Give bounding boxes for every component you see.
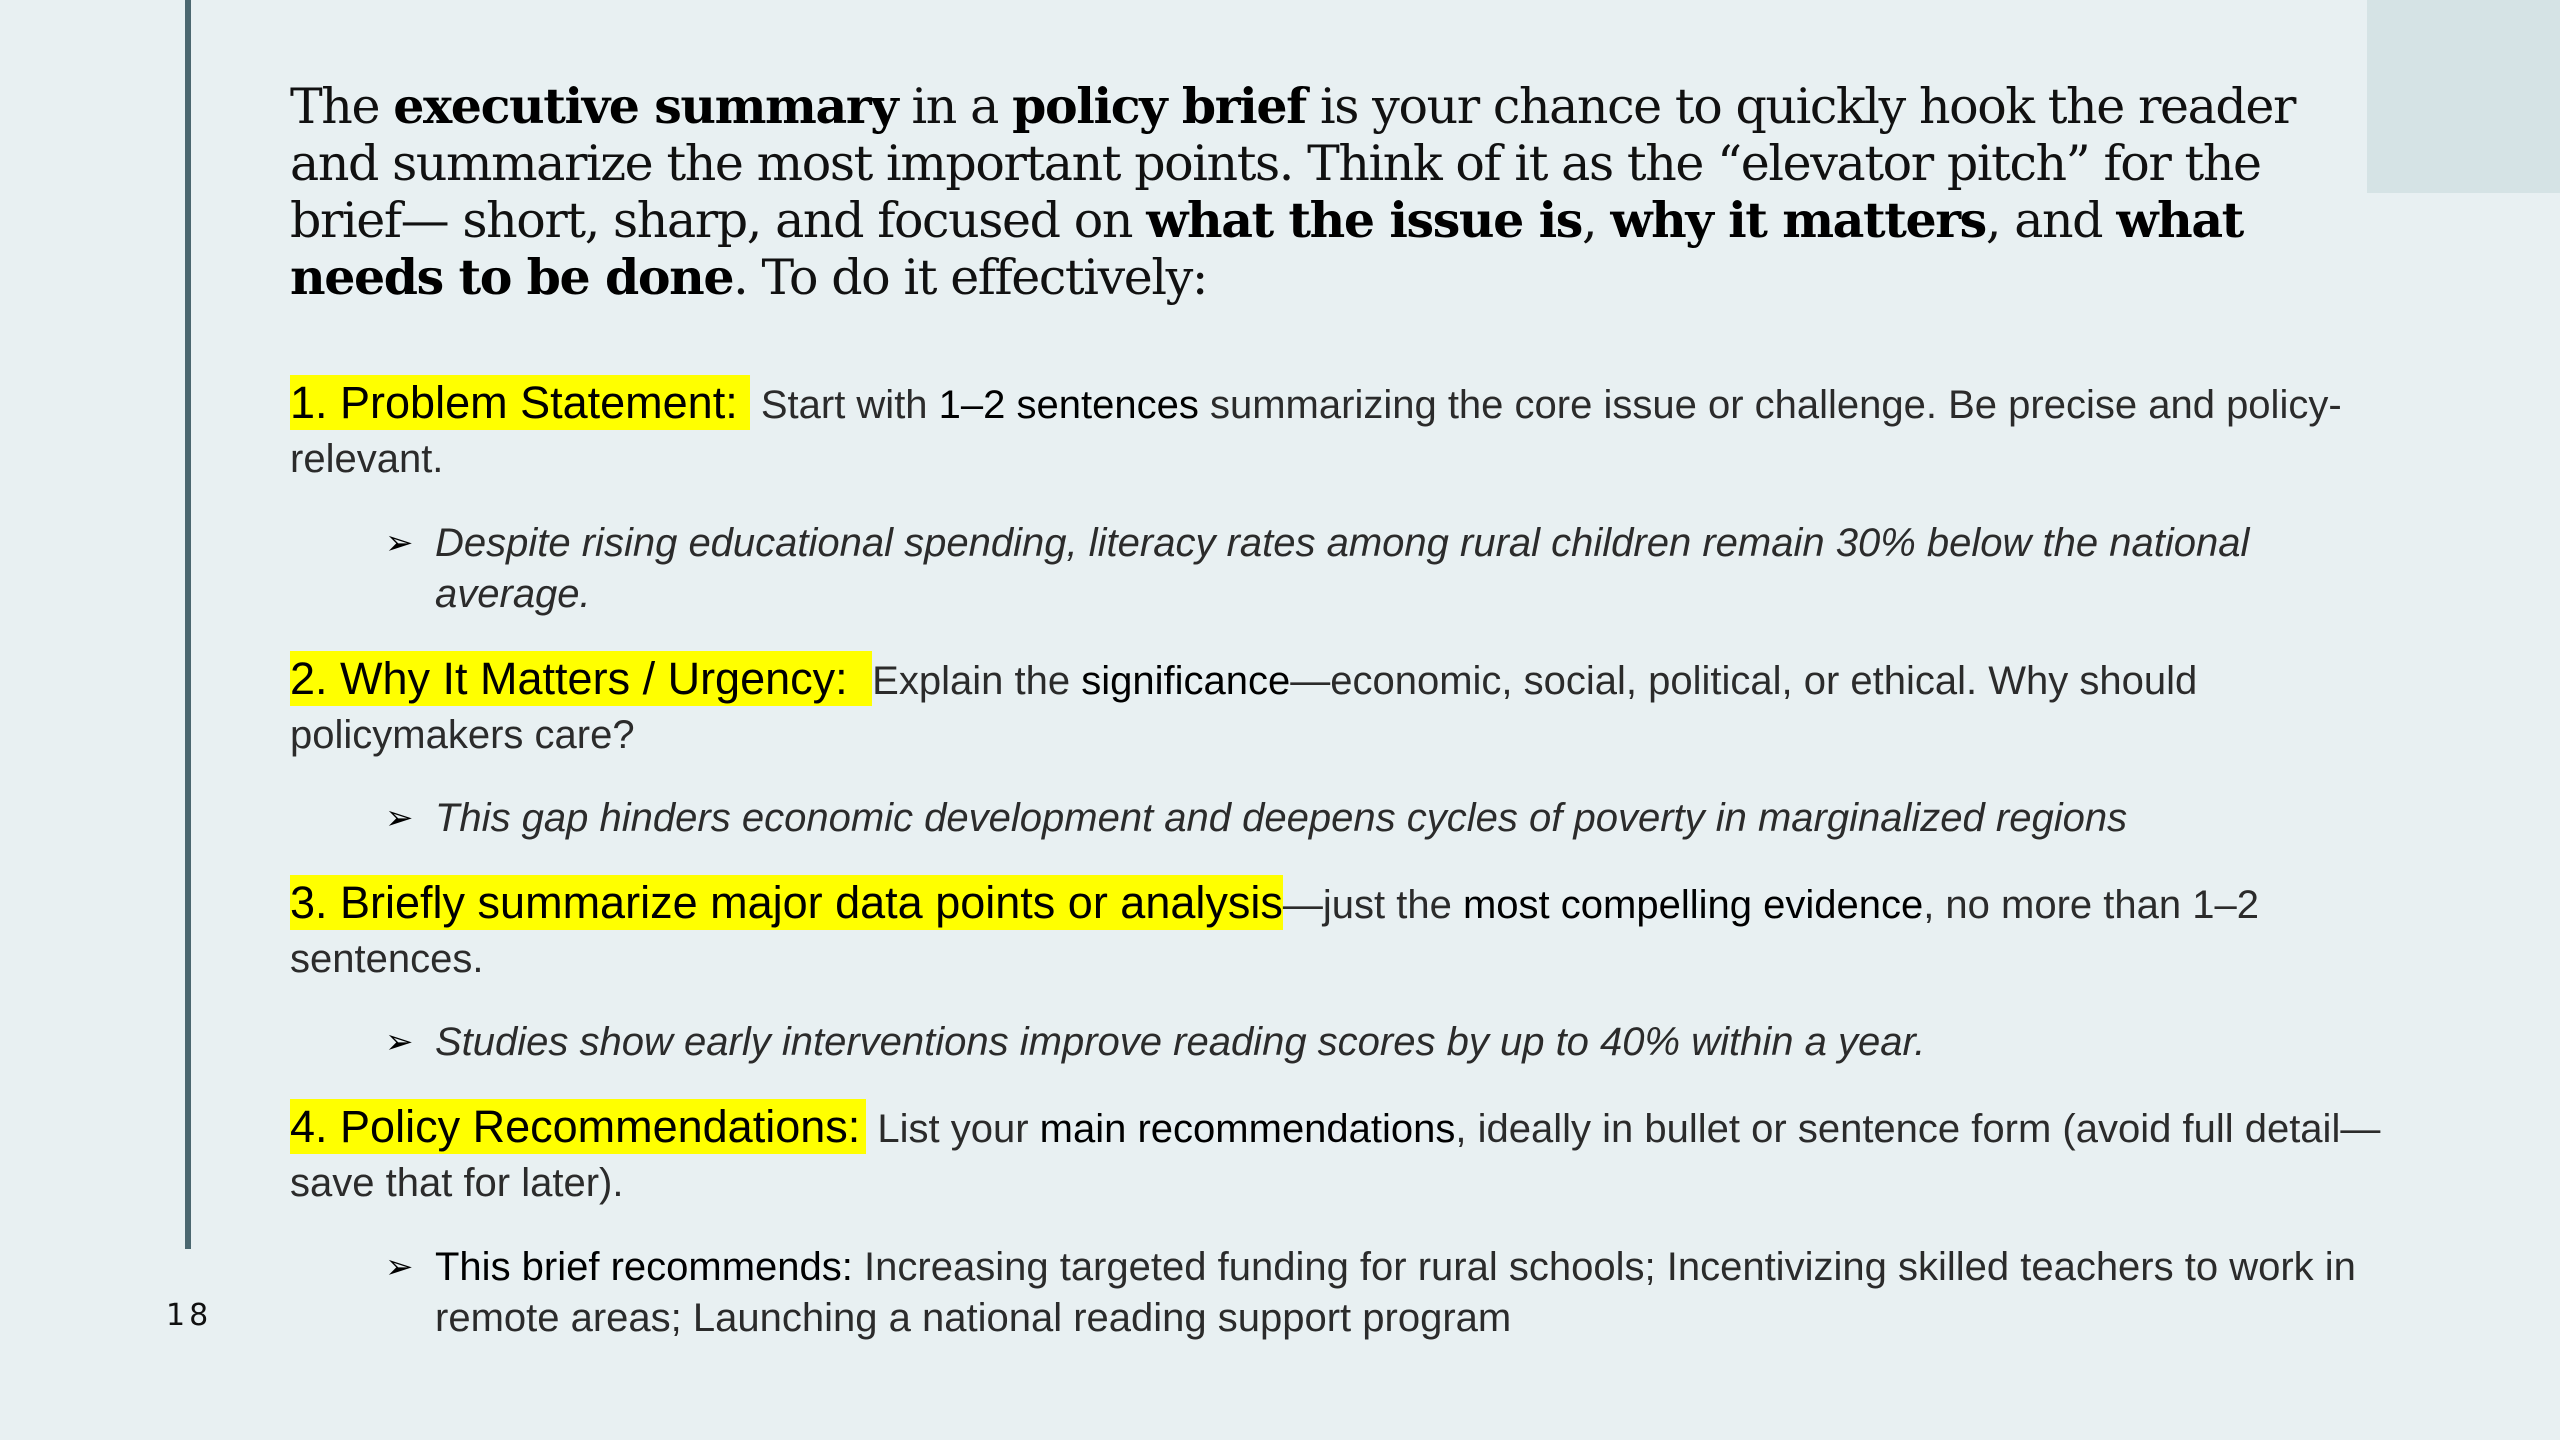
section-heading: 3. Briefly summarize major data points or analysis [290, 877, 1283, 928]
intro-emphasis: policy brief [1012, 77, 1306, 135]
section-heading: 2. Why It Matters / Urgency: [290, 651, 872, 706]
intro-text: is your chance to quickly hook the reader and summarize the most important points. Think of it as the “elevator pitch” for the brief— short, sharp, and focused on [290, 78, 2296, 249]
section-text: , no more than 1–2 sentences. [290, 883, 2259, 981]
intro-emphasis: why it matters [1610, 191, 1986, 249]
section-text: summarizing the core issue or challenge. Be precise and policy-relevant. [290, 383, 2342, 481]
recommendation-bullet [385, 1242, 2395, 1344]
section-heading: 1. Problem Statement: [290, 375, 750, 430]
section-emphasis: 1–2 sentences [938, 383, 1199, 427]
bullet-text: Despite rising educational spending, literacy rates among rural children remain 30% below the national average. [435, 521, 2250, 616]
bullet-text: Studies show early interventions improve reading scores by up to 40% within a year. [435, 1020, 1926, 1064]
section-text: —economic, social, political, or ethical. Why should policymakers care? [290, 659, 2198, 757]
bullet-text: Increasing targeted funding for rural schools; Incentivizing skilled teachers to work in remote areas; Launching a national reading support program [435, 1245, 2356, 1340]
intro-text: in a [897, 78, 1013, 135]
bullet-lead: This brief recommends: [435, 1245, 853, 1289]
example-bullet [385, 793, 2395, 844]
arrow-bullet-icon: ➢ [385, 524, 414, 562]
section-data-points [290, 876, 2420, 986]
section-emphasis: most compelling evidence [1462, 883, 1924, 927]
accent-bar [185, 0, 191, 1249]
bullet-text: This gap hinders economic development and deepens cycles of poverty in marginalized regions [435, 796, 2128, 840]
section-text: Explain the [872, 659, 1082, 703]
example-bullet [385, 1017, 2395, 1068]
intro-emphasis: what the issue is [1146, 191, 1582, 249]
section-policy-recommendations [290, 1100, 2420, 1210]
corner-decoration [2367, 0, 2560, 193]
intro-text: The [290, 78, 394, 135]
section-problem-statement [290, 376, 2420, 486]
section-text: , ideally in bullet or sentence form (avoid full detail—save that for later). [290, 1107, 2381, 1205]
section-text: Start with [749, 383, 939, 427]
intro-paragraph [290, 78, 2380, 306]
intro-text: , [1581, 192, 1611, 249]
intro-text: . To do it effectively: [733, 249, 1208, 306]
intro-emphasis: what needs to be done [290, 191, 2243, 306]
section-why-it-matters [290, 652, 2420, 762]
section-emphasis: significance [1081, 659, 1291, 703]
page-number: 18 [166, 1298, 213, 1333]
intro-text: , and [1985, 192, 2117, 249]
intro-emphasis: executive summary [393, 77, 898, 135]
arrow-bullet-icon: ➢ [385, 799, 414, 837]
section-text: List your [866, 1107, 1040, 1151]
arrow-bullet-icon: ➢ [385, 1023, 414, 1061]
section-text: —just the [1282, 883, 1463, 927]
example-bullet [385, 518, 2395, 620]
section-emphasis: main recommendations [1039, 1107, 1456, 1151]
section-heading: 4. Policy Recommendations: [290, 1099, 866, 1154]
arrow-bullet-icon: ➢ [385, 1248, 414, 1286]
